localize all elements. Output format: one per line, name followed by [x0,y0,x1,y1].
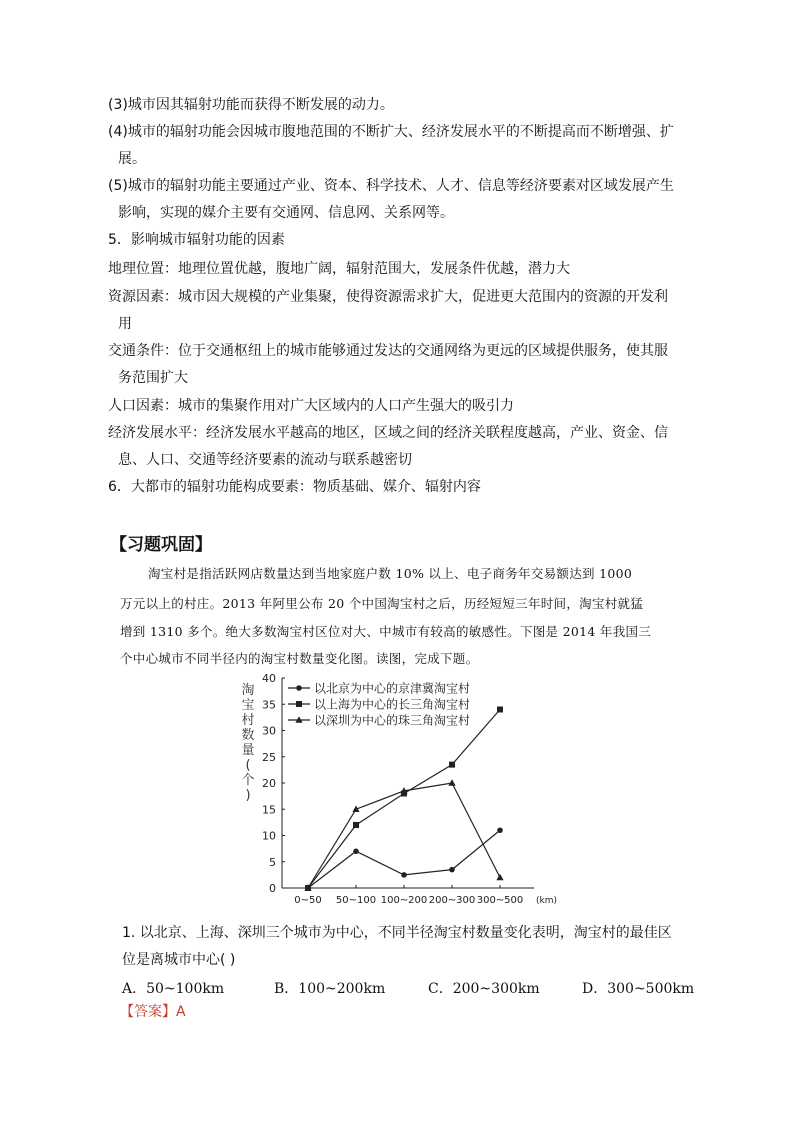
option-c[interactable]: C．200~300km [428,981,540,997]
chart-legend [288,681,470,728]
section-title: 【习题巩固】 [110,535,212,555]
y-label-char: 宝 [241,698,255,713]
point-triangle [448,779,455,786]
question-line-2: 位是离城市中心( ) [122,952,236,968]
y-tick-label: 40 [262,672,276,685]
passage-line-4: 个中心城市不同半径内的淘宝村数量变化图。读图，完成下题。 [120,651,479,666]
factor-economy: 经济发展水平：经济发展水平越高的地区，区域之间的经济关联程度越高，产业、资金、信 [108,425,668,441]
passage-line-3: 增到 1310 多个。绝大多数淘宝村区位对大、中城市有较高的敏感性。下图是 2014 年我国三 [120,624,652,639]
taobao-village-chart [230,672,560,912]
y-tick-label: 10 [262,829,276,843]
factor-resource: 资源因素：城市因大规模的产业集聚，使得资源需求扩大，促进更大范围内的资源的开发利 [108,289,668,305]
factor-economy-cont: 息、人口、交通等经济要素的流动与联系越密切 [118,452,412,468]
legend-marker-square [296,701,302,707]
legend-label: 以深圳为中心的珠三角淘宝村 [314,713,471,728]
point-circle [497,827,503,833]
point-5: (5)城市的辐射功能主要通过产业、资本、科学技术、人才、信息等经济要素对区域发展产生 [108,178,674,194]
x-tick-label: 50~100 [335,895,377,906]
legend-label: 以上海为中心的长三角淘宝村 [314,697,471,712]
question-line-1: 1. 以北京、上海、深圳三个城市为中心，不同半径淘宝村数量变化表明，淘宝村的最佳区 [122,925,672,941]
passage-line-1: 淘宝村是指活跃网店数量达到当地家庭户数 10% 以上、电子商务年交易额达到 1000 [148,566,633,581]
point-3: (3)城市因其辐射功能而获得不断发展的动力。 [108,97,394,113]
series-markers [304,707,503,892]
factor-resource-cont: 用 [118,316,132,332]
series-line-2 [308,710,500,889]
y-label-char: 个 [241,773,255,788]
option-b[interactable]: B．100~200km [274,981,386,997]
x-tick-label: 0~50 [294,895,322,906]
factor-location: 地理位置：地理位置优越，腹地广阔，辐射范围大，发展条件优越，潜力大 [108,261,570,277]
y-label-char: ( [245,758,251,773]
option-d[interactable]: D．300~500km [582,981,695,997]
x-tick-labels [294,895,523,906]
point-circle [401,872,407,878]
factor-transport: 交通条件：位于交通枢纽上的城市能够通过发达的交通网络为更远的区域提供服务，使其服 [108,343,668,359]
passage-line-2: 万元以上的村庄。2013 年阿里公布 20 个中国淘宝村之后，历经短短三年时间，淘宝村就猛 [120,596,644,611]
series-line-1 [308,830,500,888]
point-5-cont: 影响，实现的媒介主要有交通网、信息网、关系网等。 [118,205,454,221]
legend-label: 以北京为中心的京津冀淘宝村 [314,681,471,696]
option-a[interactable]: A．50~100km [122,981,225,997]
y-tick-label: 5 [269,855,276,869]
answer-value: A [176,1004,186,1020]
point-square [449,762,455,768]
factor-transport-cont: 务范围扩大 [118,370,188,386]
x-tick-label: 300~500 [476,895,524,906]
heading-5: 5．影响城市辐射功能的因素 [108,232,285,248]
y-tick-label: 30 [262,724,276,738]
x-tick-label: 100~200 [380,895,428,906]
point-4-cont: 展。 [118,151,146,167]
y-tick-label: 35 [262,698,276,712]
y-label-char: 量 [241,743,255,758]
y-tick-label: 0 [269,882,276,895]
heading-6: 6．大都市的辐射功能构成要素：物质基础、媒介、辐射内容 [108,479,481,495]
y-tick-labels [262,672,276,895]
point-square [497,707,503,713]
point-4: (4)城市的辐射功能会因城市腹地范围的不断扩大、经济发展水平的不断提高而不断增强、扩 [108,124,674,140]
answer [120,1003,186,1021]
factor-population: 人口因素：城市的集聚作用对广大区域内的人口产生强大的吸引力 [108,398,514,414]
y-tick-label: 25 [262,750,276,764]
point-circle [449,867,455,873]
y-label-char: 淘 [241,683,255,698]
y-label-char: 数 [241,728,255,743]
point-triangle [496,874,503,881]
x-axis-unit: (km) [536,896,558,906]
y-label-char: 村 [241,713,255,728]
x-tick-label: 200~300 [428,895,476,906]
y-tick-label: 20 [262,777,276,790]
answer-label: 【答案】 [120,1004,176,1020]
y-tick-label: 15 [262,803,276,817]
y-label-char: ) [245,788,251,803]
point-circle [353,848,359,854]
point-square [353,822,359,828]
y-axis-label [241,683,254,803]
series-lines [308,710,500,889]
legend-marker-circle [296,685,302,691]
